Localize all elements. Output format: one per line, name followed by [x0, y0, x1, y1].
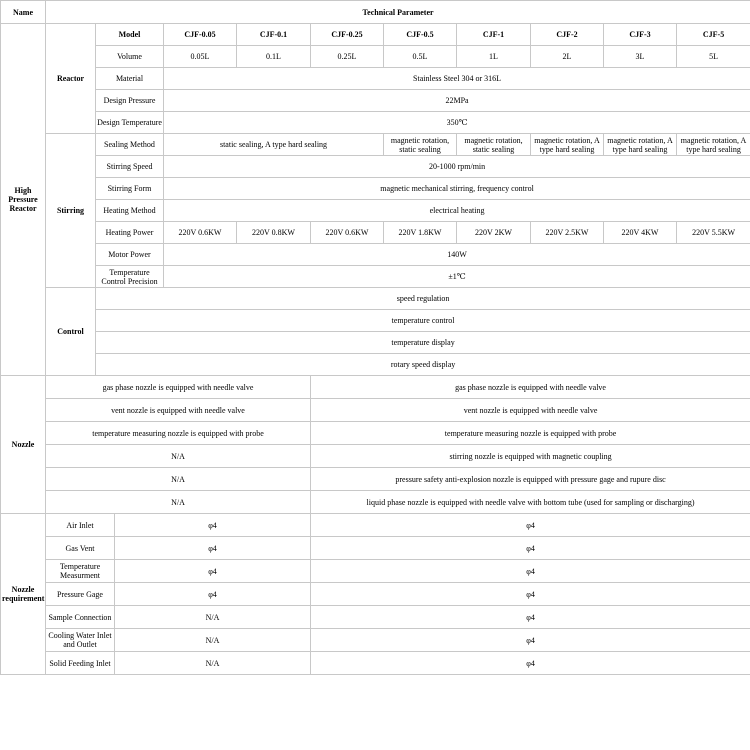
- nozzle-left-cell: N/A: [46, 491, 311, 514]
- model-cell: CJF-0.1: [237, 24, 311, 46]
- design-pressure-label: Design Pressure: [96, 90, 164, 112]
- requirement-right-value: φ4: [311, 629, 750, 652]
- sealing-method-value: magnetic rotation, static sealing: [384, 134, 457, 156]
- sealing-method-value: magnetic rotation, A type hard sealing: [604, 134, 677, 156]
- sealing-method-label: Sealing Method: [96, 134, 164, 156]
- requirement-label: Cooling Water Inlet and Outlet: [46, 629, 115, 652]
- nozzle-left-cell: N/A: [46, 445, 311, 468]
- nozzle-right-cell: temperature measuring nozzle is equipped with probe: [311, 422, 750, 445]
- model-label: Model: [96, 24, 164, 46]
- requirement-right-value: φ4: [311, 537, 750, 560]
- material-value: Stainless Steel 304 or 316L: [164, 68, 750, 90]
- requirement-right-value: φ4: [311, 652, 750, 675]
- heating-power-cell: 220V 2.5KW: [531, 222, 604, 244]
- sealing-method-value: magnetic rotation, static sealing: [457, 134, 531, 156]
- reactor-section: Reactor: [46, 24, 96, 134]
- nozzle-left-cell: N/A: [46, 468, 311, 491]
- requirement-left-value: φ4: [115, 560, 311, 583]
- stirring-speed-value: 20-1000 rpm/min: [164, 156, 750, 178]
- requirement-label: Gas Vent: [46, 537, 115, 560]
- nozzle-right-cell: pressure safety anti-explosion nozzle is equipped with pressure gage and rupure disc: [311, 468, 750, 491]
- motor-power-value: 140W: [164, 244, 750, 266]
- high-pressure-reactor-group: High Pressure Reactor: [1, 24, 46, 376]
- volume-cell: 0.25L: [311, 46, 384, 68]
- heating-method-label: Heating Method: [96, 200, 164, 222]
- nozzle-group: Nozzle: [1, 376, 46, 514]
- volume-cell: 5L: [677, 46, 750, 68]
- stirring-form-value: magnetic mechanical stirring, frequency control: [164, 178, 750, 200]
- requirement-right-value: φ4: [311, 560, 750, 583]
- model-cell: CJF-2: [531, 24, 604, 46]
- heating-power-cell: 220V 5.5KW: [677, 222, 750, 244]
- control-section: Control: [46, 288, 96, 376]
- nozzle-left-cell: temperature measuring nozzle is equipped with probe: [46, 422, 311, 445]
- control-item: speed regulation: [96, 288, 750, 310]
- nozzle-right-cell: stirring nozzle is equipped with magnetic coupling: [311, 445, 750, 468]
- temp-precision-label: Temperature Control Precision: [96, 266, 164, 288]
- requirement-label: Temperature Measurment: [46, 560, 115, 583]
- model-cell: CJF-0.5: [384, 24, 457, 46]
- heating-power-cell: 220V 2KW: [457, 222, 531, 244]
- name-header: Name: [1, 1, 46, 24]
- sealing-method-value: magnetic rotation, A type hard sealing: [531, 134, 604, 156]
- nozzle-right-cell: vent nozzle is equipped with needle valve: [311, 399, 750, 422]
- requirement-left-value: N/A: [115, 606, 311, 629]
- volume-cell: 1L: [457, 46, 531, 68]
- temp-precision-value: ±1℃: [164, 266, 750, 288]
- volume-cell: 3L: [604, 46, 677, 68]
- heating-power-cell: 220V 0.6KW: [164, 222, 237, 244]
- model-cell: CJF-3: [604, 24, 677, 46]
- stirring-form-label: Stirring Form: [96, 178, 164, 200]
- model-cell: CJF-1: [457, 24, 531, 46]
- requirement-label: Sample Connection: [46, 606, 115, 629]
- heating-power-label: Heating Power: [96, 222, 164, 244]
- control-item: rotary speed display: [96, 354, 750, 376]
- heating-method-value: electrical heating: [164, 200, 750, 222]
- heating-power-cell: 220V 0.8KW: [237, 222, 311, 244]
- nozzle-left-cell: gas phase nozzle is equipped with needle valve: [46, 376, 311, 399]
- nozzle-right-cell: liquid phase nozzle is equipped with needle valve with bottom tube (used for sampling or discharging): [311, 491, 750, 514]
- design-temperature-value: 350℃: [164, 112, 750, 134]
- volume-label: Volume: [96, 46, 164, 68]
- requirement-label: Solid Feeding Inlet: [46, 652, 115, 675]
- volume-cell: 0.05L: [164, 46, 237, 68]
- motor-power-label: Motor Power: [96, 244, 164, 266]
- stirring-speed-label: Stirring Speed: [96, 156, 164, 178]
- requirement-left-value: φ4: [115, 514, 311, 537]
- control-item: temperature display: [96, 332, 750, 354]
- material-label: Material: [96, 68, 164, 90]
- heating-power-cell: 220V 0.6KW: [311, 222, 384, 244]
- heating-power-cell: 220V 4KW: [604, 222, 677, 244]
- model-cell: CJF-5: [677, 24, 750, 46]
- volume-cell: 0.1L: [237, 46, 311, 68]
- volume-cell: 0.5L: [384, 46, 457, 68]
- requirement-left-value: φ4: [115, 537, 311, 560]
- requirement-right-value: φ4: [311, 606, 750, 629]
- control-item: temperature control: [96, 310, 750, 332]
- requirement-label: Air Inlet: [46, 514, 115, 537]
- technical-parameter-header: Technical Parameter: [46, 1, 750, 24]
- requirement-label: Pressure Gage: [46, 583, 115, 606]
- model-cell: CJF-0.05: [164, 24, 237, 46]
- nozzle-requirement-group: Nozzle requirement: [1, 514, 46, 675]
- nozzle-right-cell: gas phase nozzle is equipped with needle valve: [311, 376, 750, 399]
- requirement-left-value: φ4: [115, 583, 311, 606]
- design-pressure-value: 22MPa: [164, 90, 750, 112]
- requirement-right-value: φ4: [311, 583, 750, 606]
- sealing-method-value: magnetic rotation, A type hard sealing: [677, 134, 750, 156]
- stirring-section: Stirring: [46, 134, 96, 288]
- design-temperature-label: Design Temperature: [96, 112, 164, 134]
- requirement-left-value: N/A: [115, 629, 311, 652]
- heating-power-cell: 220V 1.8KW: [384, 222, 457, 244]
- sealing-method-value: static sealing, A type hard sealing: [164, 134, 384, 156]
- nozzle-left-cell: vent nozzle is equipped with needle valve: [46, 399, 311, 422]
- model-cell: CJF-0.25: [311, 24, 384, 46]
- requirement-right-value: φ4: [311, 514, 750, 537]
- requirement-left-value: N/A: [115, 652, 311, 675]
- volume-cell: 2L: [531, 46, 604, 68]
